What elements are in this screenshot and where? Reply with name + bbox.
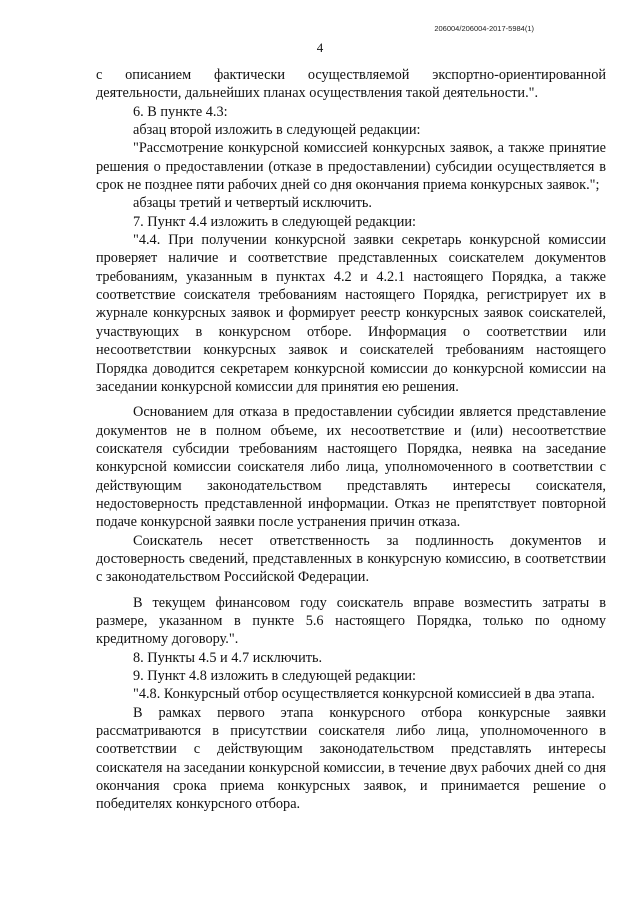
document-body	[96, 66, 606, 814]
document-id: 206004/206004-2017-5984(1)	[434, 24, 534, 33]
paragraph-2: 6. В пункте 4.3:	[133, 103, 228, 120]
paragraph-5: абзацы третий и четвертый исключить.	[133, 195, 372, 212]
paragraph-12: 9. Пункт 4.8 изложить в следующей редакции:	[133, 668, 416, 684]
paragraph-6: 7. Пункт 4.4 изложить в следующей редакции:	[133, 213, 416, 230]
paragraph-11: 8. Пункты 4.5 и 4.7 исключить.	[133, 649, 323, 666]
paragraph-10: В текущем финансовом году соискатель вправе возместить затраты в размере, указанном в пункте 5.6 настоящего Порядка, только по одному кредитному договору.".	[96, 594, 606, 648]
paragraph-7: "4.4. При получении конкурсной заявки секретарь конкурсной комиссии проверяет наличие и соответствие представленных соискателем документов требованиям, указанным в пунктах 4.2 и 4.2.1 настоящего Порядка, а также соответствие соискателя требованиям настоящего Порядка, регистрирует их в журнале конкурсных заявок и формирует реестр конкурсных заявок соискателей, участвующих в конкурсном отборе. Информация о соответствии или несоответствии конкурсных заявок и соискателей требованиям настоящего Порядка доводится секретарем конкурсной комиссии до конкурсной комиссии на заседании конкурсной комиссии для принятия ею решения.	[96, 232, 606, 395]
page-number: 4	[316, 40, 324, 55]
paragraph-4: "Рассмотрение конкурсной комиссией конкурсных заявок, а также принятие решения о предоставлении (отказе в предоставлении) субсидии осуществляется в срок не позднее пяти рабочих дней со дня окончания приема конкурсных заявок.";	[96, 140, 606, 194]
paragraph-13: "4.8. Конкурсный отбор осуществляется конкурсной комиссией в два этапа.	[133, 686, 595, 703]
paragraph-8: Основанием для отказа в предоставлении субсидии является представление документов не в полном объеме, их несоответствие и (или) несоответствие соискателя субсидии требованиям настоящего Порядка, неявка на заседание конкурсной комиссии соискателя либо лица, уполномоченного в соответствии с действующим законодательством представлять интересы соискателя, недостоверность представленной информации. Отказ не препятствует повторной подаче конкурсной заявки после устранения причин отказа.	[96, 404, 606, 531]
paragraph-14: В рамках первого этапа конкурсного отбора конкурсные заявки рассматриваются в присутствии соискателя либо лица, уполномоченного в соответствии с действующим законодательством представлять интересы соискателя на заседании конкурсной комиссии, в течение двух рабочих дней со дня окончания срока приема конкурсных заявок, и принимается решение о победителях конкурсного отбора.	[96, 704, 606, 813]
paragraph-3: абзац второй изложить в следующей редакции:	[133, 122, 421, 139]
paragraph-1: с описанием фактически осуществляемой экспортно-ориентированной деятельности, дальнейших планах осуществления такой деятельности.".	[96, 67, 606, 102]
paragraph-9: Соискатель несет ответственность за подлинность документов и достоверность сведений, представленных в конкурсную комиссию, в соответствии с законодательством Российской Федерации.	[96, 532, 606, 586]
